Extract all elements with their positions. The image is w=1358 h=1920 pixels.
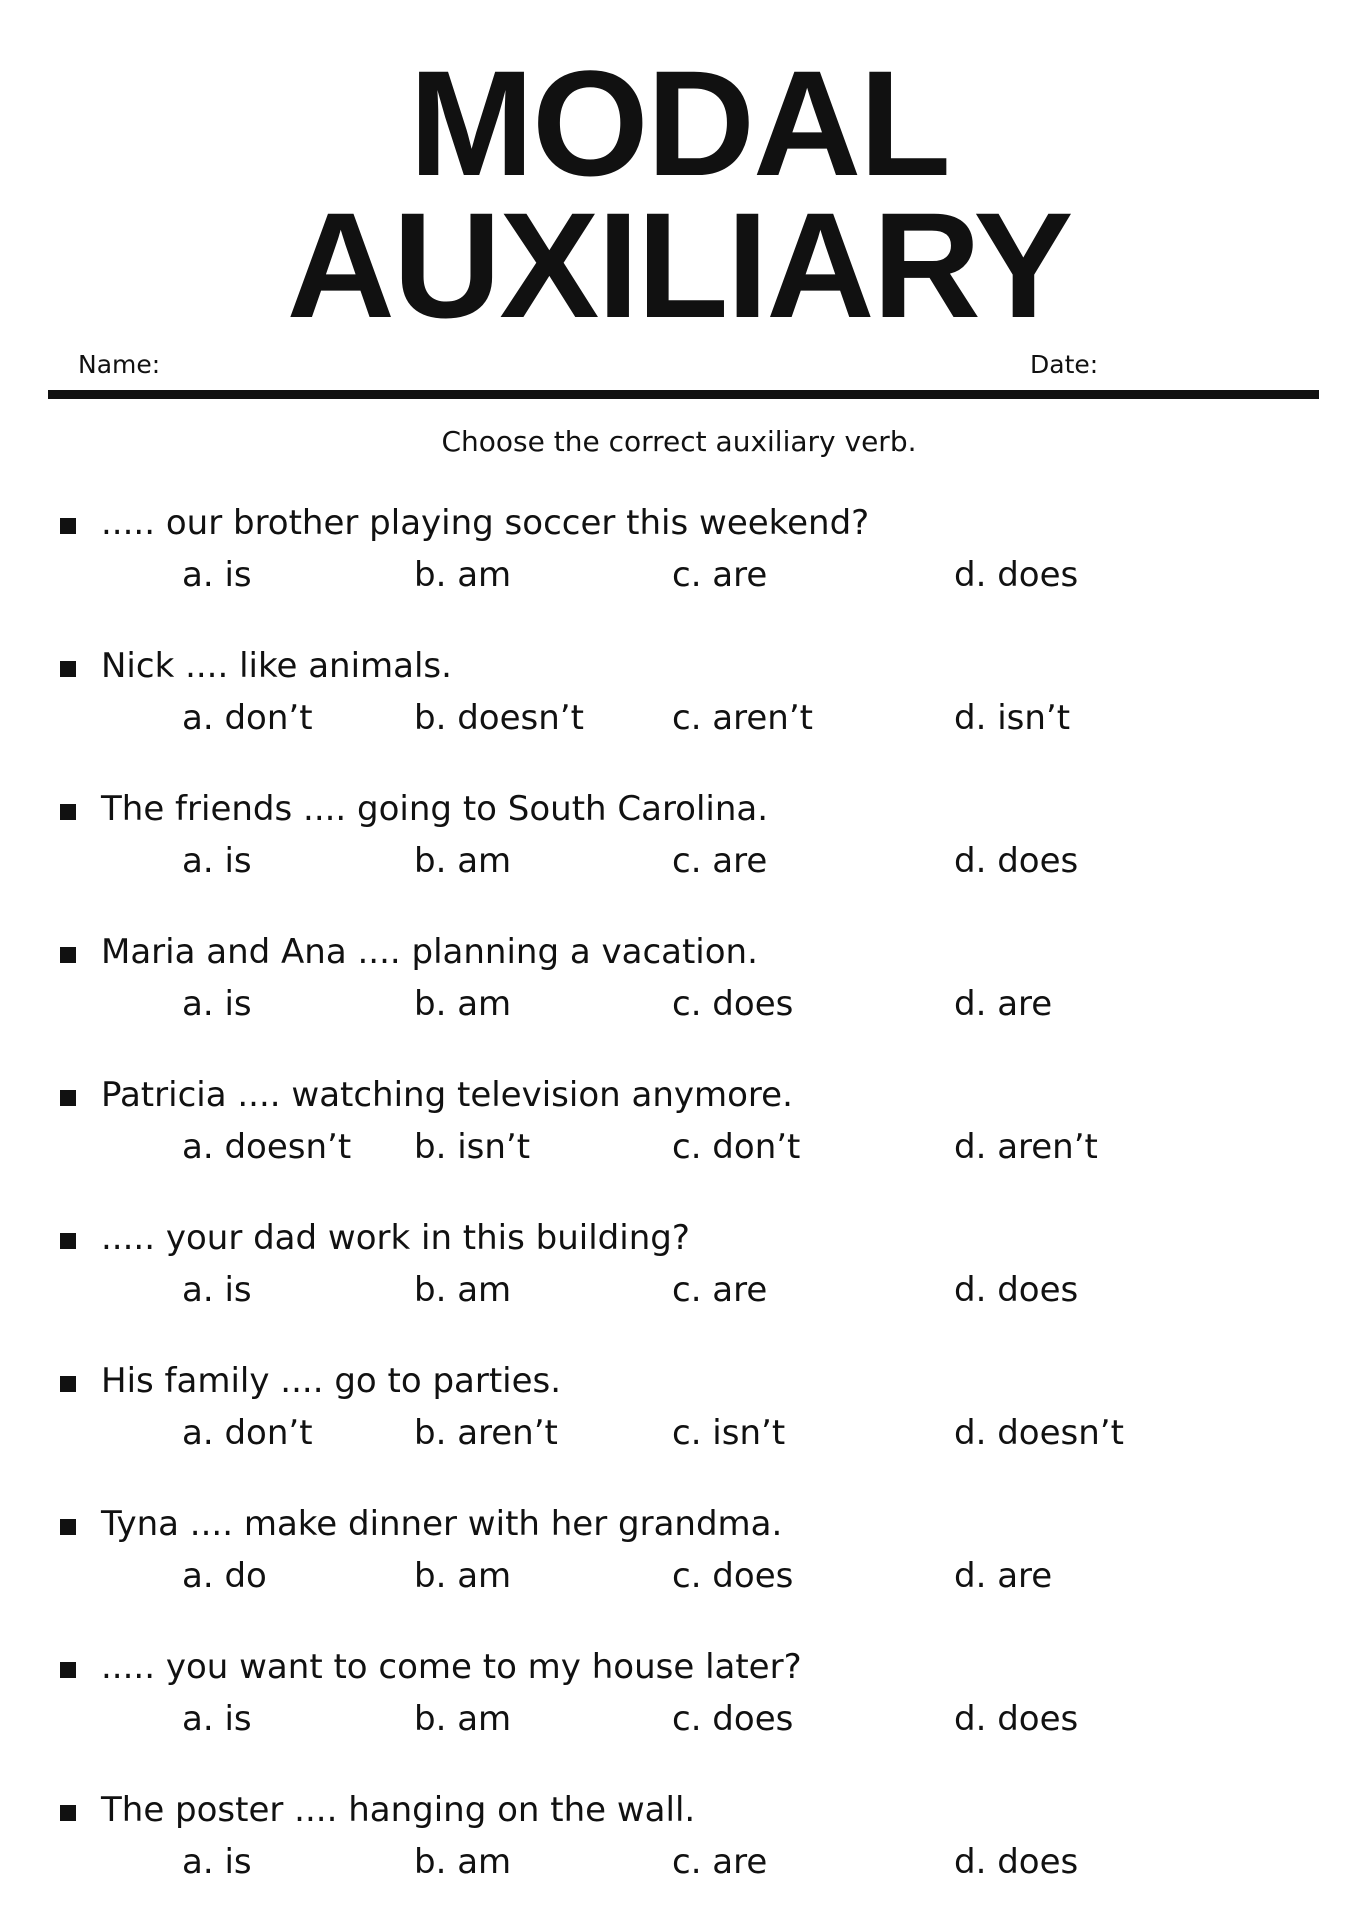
square-bullet-icon bbox=[60, 661, 76, 677]
option-d: d. doesn’t bbox=[954, 1413, 1124, 1453]
question-10 bbox=[0, 1790, 1358, 1903]
worksheet-title-line-2: AUXILIARY bbox=[286, 181, 1072, 349]
question-prompt: His family .... go to parties. bbox=[101, 1361, 562, 1401]
question-prompt: Tyna .... make dinner with her grandma. bbox=[101, 1504, 783, 1544]
option-a: a. is bbox=[182, 1842, 252, 1882]
option-d: d. isn’t bbox=[954, 698, 1071, 738]
question-7 bbox=[0, 1361, 1358, 1474]
option-b: b. am bbox=[414, 1270, 512, 1310]
question-8 bbox=[0, 1504, 1358, 1617]
question-2 bbox=[0, 646, 1358, 759]
square-bullet-icon bbox=[60, 1233, 76, 1249]
option-c: c. are bbox=[672, 1842, 768, 1882]
option-d: d. aren’t bbox=[954, 1127, 1098, 1167]
option-b: b. am bbox=[414, 1699, 512, 1739]
question-prompt: Maria and Ana .... planning a vacation. bbox=[101, 932, 758, 972]
question-4 bbox=[0, 932, 1358, 1045]
option-d: d. are bbox=[954, 1556, 1053, 1596]
option-a: a. is bbox=[182, 1270, 252, 1310]
option-b: b. am bbox=[414, 555, 512, 595]
option-c: c. are bbox=[672, 841, 768, 881]
option-b: b. aren’t bbox=[414, 1413, 558, 1453]
option-c: c. are bbox=[672, 555, 768, 595]
option-d: d. does bbox=[954, 841, 1079, 881]
question-3 bbox=[0, 789, 1358, 902]
option-c: c. does bbox=[672, 1699, 794, 1739]
option-b: b. am bbox=[414, 1842, 512, 1882]
square-bullet-icon bbox=[60, 1376, 76, 1392]
square-bullet-icon bbox=[60, 1805, 76, 1821]
question-prompt: Patricia .... watching television anymore. bbox=[101, 1075, 793, 1115]
option-c: c. does bbox=[672, 984, 794, 1024]
option-c: c. isn’t bbox=[672, 1413, 786, 1453]
option-b: b. am bbox=[414, 984, 512, 1024]
option-a: a. don’t bbox=[182, 698, 313, 738]
option-a: a. do bbox=[182, 1556, 267, 1596]
question-prompt: ..... our brother playing soccer this weekend? bbox=[101, 503, 870, 543]
option-a: a. is bbox=[182, 1699, 252, 1739]
square-bullet-icon bbox=[60, 518, 76, 534]
option-c: c. don’t bbox=[672, 1127, 801, 1167]
option-d: d. are bbox=[954, 984, 1053, 1024]
question-prompt: Nick .... like animals. bbox=[101, 646, 452, 686]
square-bullet-icon bbox=[60, 1519, 76, 1535]
question-prompt: ..... your dad work in this building? bbox=[101, 1218, 690, 1258]
question-9 bbox=[0, 1647, 1358, 1760]
option-d: d. does bbox=[954, 1842, 1079, 1882]
option-a: a. is bbox=[182, 984, 252, 1024]
option-c: c. does bbox=[672, 1556, 794, 1596]
question-prompt: ..... you want to come to my house later? bbox=[101, 1647, 802, 1687]
option-d: d. does bbox=[954, 1699, 1079, 1739]
question-1 bbox=[0, 503, 1358, 616]
square-bullet-icon bbox=[60, 1662, 76, 1678]
option-a: a. don’t bbox=[182, 1413, 313, 1453]
square-bullet-icon bbox=[60, 804, 76, 820]
square-bullet-icon bbox=[60, 1090, 76, 1106]
header-divider bbox=[48, 390, 1319, 399]
question-5 bbox=[0, 1075, 1358, 1188]
option-b: b. doesn’t bbox=[414, 698, 584, 738]
instruction-text: Choose the correct auxiliary verb. bbox=[441, 425, 917, 458]
option-a: a. doesn’t bbox=[182, 1127, 352, 1167]
name-label: Name: bbox=[78, 350, 161, 379]
option-d: d. does bbox=[954, 555, 1079, 595]
question-prompt: The friends .... going to South Carolina. bbox=[101, 789, 769, 829]
option-c: c. are bbox=[672, 1270, 768, 1310]
option-b: b. am bbox=[414, 1556, 512, 1596]
square-bullet-icon bbox=[60, 947, 76, 963]
option-a: a. is bbox=[182, 841, 252, 881]
option-a: a. is bbox=[182, 555, 252, 595]
question-prompt: The poster .... hanging on the wall. bbox=[101, 1790, 696, 1830]
date-label: Date: bbox=[1030, 350, 1099, 379]
option-d: d. does bbox=[954, 1270, 1079, 1310]
option-b: b. am bbox=[414, 841, 512, 881]
question-6 bbox=[0, 1218, 1358, 1331]
worksheet-title-line-1: MODAL bbox=[409, 39, 949, 207]
option-b: b. isn’t bbox=[414, 1127, 531, 1167]
option-c: c. aren’t bbox=[672, 698, 813, 738]
